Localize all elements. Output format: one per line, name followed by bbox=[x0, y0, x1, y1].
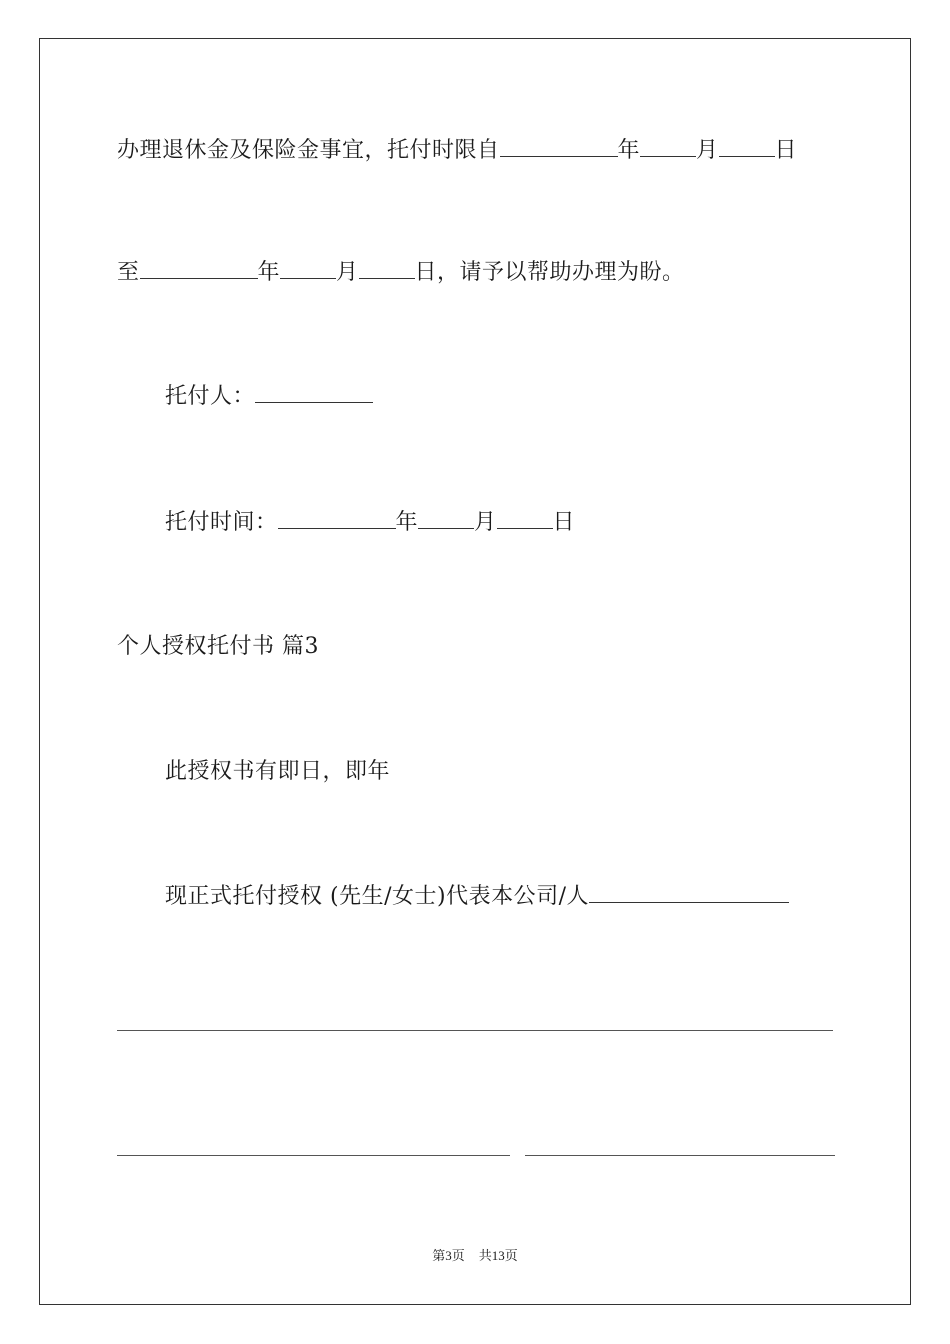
blank-year bbox=[278, 508, 396, 529]
year-label: 年 bbox=[617, 138, 641, 163]
blank-fill-line bbox=[117, 1155, 510, 1156]
blank-month bbox=[640, 136, 696, 157]
validity-text: 此授权书有即日，即年 bbox=[165, 759, 391, 784]
blank-year bbox=[500, 136, 618, 157]
text-line-period-start bbox=[117, 136, 797, 166]
period-intro-text: 办理退休金及保险金事宜，托付时限自 bbox=[117, 138, 500, 163]
authorization-text: 现正式托付授权 (先生/女士)代表本公司/人 bbox=[165, 884, 589, 909]
year-label: 年 bbox=[257, 260, 281, 285]
blank-delegate bbox=[589, 882, 789, 903]
authorization-line bbox=[165, 882, 789, 912]
day-label: 日 bbox=[774, 138, 798, 163]
blank-day bbox=[719, 136, 775, 157]
page-number: 第3页 bbox=[432, 1248, 465, 1263]
year-label: 年 bbox=[395, 510, 419, 535]
sign-date-line bbox=[165, 508, 575, 538]
month-label: 月 bbox=[474, 510, 497, 535]
blank-month bbox=[280, 258, 336, 279]
text-line-period-end bbox=[117, 258, 685, 288]
period-end-text: 日，请予以帮助办理为盼。 bbox=[414, 260, 685, 285]
blank-fill-line bbox=[525, 1155, 835, 1156]
signer-label: 托付人： bbox=[165, 384, 256, 409]
blank-day bbox=[359, 258, 415, 279]
blank-signer bbox=[255, 382, 373, 403]
section-heading: 个人授权托付书 篇3 bbox=[117, 634, 319, 659]
page-footer bbox=[0, 1246, 950, 1266]
blank-month bbox=[418, 508, 474, 529]
month-label: 月 bbox=[696, 138, 719, 163]
blank-day bbox=[497, 508, 553, 529]
sign-date-label: 托付时间： bbox=[165, 510, 278, 535]
page-total: 共13页 bbox=[478, 1248, 518, 1263]
period-to-text: 至 bbox=[117, 260, 140, 285]
page-frame bbox=[39, 38, 911, 1305]
month-label: 月 bbox=[336, 260, 359, 285]
day-label: 日 bbox=[552, 510, 576, 535]
blank-fill-line bbox=[117, 1030, 833, 1031]
blank-year bbox=[140, 258, 258, 279]
signer-line bbox=[165, 382, 373, 412]
